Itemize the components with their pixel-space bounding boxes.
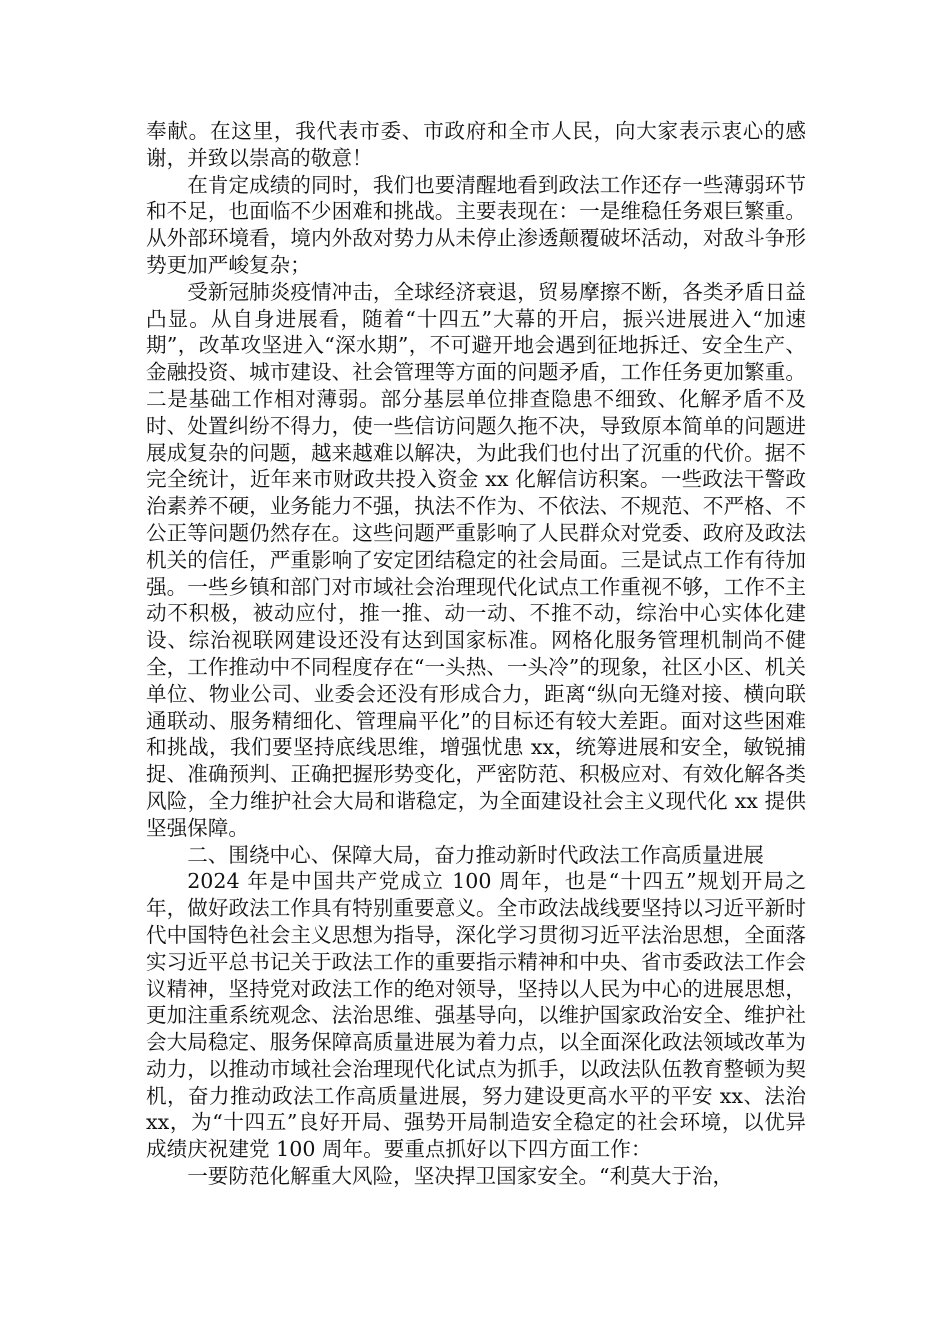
section-heading-two: 二、围绕中心、保障大局，奋力推动新时代政法工作高质量进展: [187, 842, 764, 867]
paragraph-gratitude: 奉献。在这里，我代表市委、市政府和全市人民，向大家表示衷心的感谢，并致以崇高的敬意！: [146, 119, 806, 170]
paragraph-task-one: 一要防范化解重大风险，坚决捍卫国家安全。“利莫大于治，: [187, 1164, 734, 1189]
paragraph-challenges-intro: 在肯定成绩的同时，我们也要清醒地看到政法工作还存一些薄弱环节和不足，也面临不少困难和挑战。主要表现在：一是维稳任务艰巨繁重。从外部环境看，境内外敌对势力从未停止渗透颠覆破坏活动，对敌斗争形势更加严峻复杂；: [146, 172, 806, 277]
paragraph-challenges-detail: 受新冠肺炎疫情冲击，全球经济衰退，贸易摩擦不断，各类矛盾日益凸显。从自身进展看，随着“十四五”大幕的开启，振兴进展进入“加速期”，改革攻坚进入“深水期”，不可避开地会遇到征地拆迁、安全生产、金融投资、城市建设、社会管理等方面的问题矛盾，工作任务更加繁重。二是基础工作相对薄弱。部分基层单位排查隐患不细致、化解矛盾不及时、处置纠纷不得力，使一些信访问题久拖不决，导致原本简单的问题进展成复杂的问题，越来越难以解决，为此我们也付出了沉重的代价。据不完全统计，近年来市财政共投入资金 xx 化解信访积案。一些政法干警政治素养不硬，业务能力不强，执法不作为、不依法、不规范、不严格、不公正等问题仍然存在。这些问题严重影响了人民群众对党委、政府及政法机关的信任，严重影响了安定团结稳定的社会局面。三是试点工作有待加强。一些乡镇和部门对市域社会治理现代化试点工作重视不够，工作不主动不积极，被动应付，推一推、动一动、不推不动，综治中心实体化建设、综治视联网建设还没有达到国家标准。网格化服务管理机制尚不健全，工作推动中不同程度存在“一头热、一头冷”的现象，社区小区、机关单位、物业公司、业委会还没有形成合力，距离“纵向无缝对接、横向联通联动、服务精细化、管理扁平化”的目标还有较大差距。面对这些困难和挑战，我们要坚持底线思维，增强忧患 xx，统筹进展和安全，敏锐捕捉、准确预判、正确把握形势变化，严密防范、积极应对、有效化解各类风险，全力维护社会大局和谐稳定，为全面建设社会主义现代化 xx 提供坚强保障。: [146, 279, 806, 840]
document-page: [146, 118, 806, 1190]
paragraph-2024-overview: 2024 年是中国共产党成立 100 周年，也是“十四五”规划开局之年，做好政法工作具有特别重要意义。全市政法战线要坚持以习近平新时代中国特色社会主义思想为指导，深化学习贯彻习近平法治思想，全面落实习近平总书记关于政法工作的重要指示精神和中央、省市委政法工作会议精神，坚持党对政法工作的绝对领导，坚持以人民为中心的进展思想，更加注重系统观念、法治思维、强基导向，以维护国家政治安全、维护社会大局稳定、服务保障高质量进展为着力点，以全面深化政法领域改革为动力，以推动市域社会治理现代化试点为抓手，以政法队伍教育整顿为契机，奋力推动政法工作高质量进展，努力建设更高水平的平安 xx、法治 xx，为“十四五”良好开局、强势开局制造安全稳定的社会环境，以优异成绩庆祝建党 100 周年。要重点抓好以下四方面工作：: [146, 869, 806, 1162]
